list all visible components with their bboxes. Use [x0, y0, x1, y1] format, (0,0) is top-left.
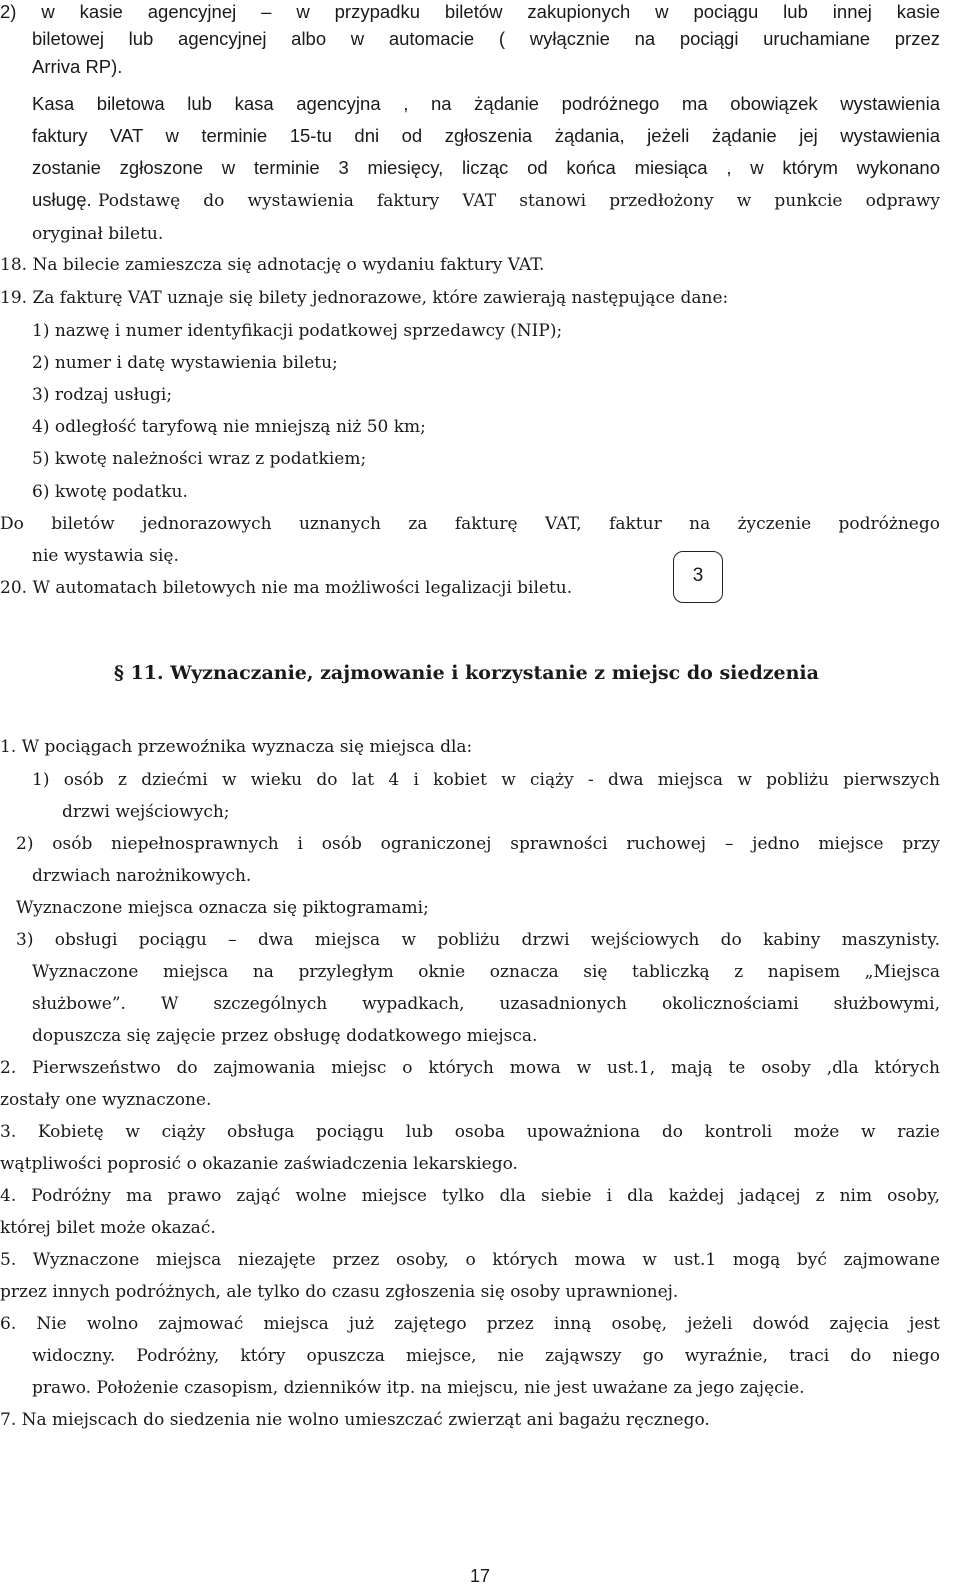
paragraph-line: 5. Wyznaczone miejsca niezajęte przez osoby, o których mowa w ust.1 mogą być zajmowane [0, 1250, 940, 1270]
item-18: 18. Na bilecie zamieszcza się adnotację o wydaniu faktury VAT. [0, 255, 545, 275]
paragraph-line: 1) osób z dziećmi w wieku do lat 4 i kobiet w ciąży - dwa miejsca w pobliżu pierwszych [32, 770, 940, 790]
paragraph-line: 6. Nie wolno zajmować miejsca już zajętego przez inną osobę, jeżeli dowód zajęcia jest [0, 1314, 940, 1334]
paragraph-line: faktury VAT w terminie 15-tu dni od zgłoszenia żądania, jeżeli żądanie jej wystawienia [32, 125, 940, 146]
paragraph-line: usługę. [32, 189, 92, 210]
paragraph-line: nie wystawia się. [32, 546, 179, 566]
paragraph-line: drzwiach narożnikowych. [32, 866, 252, 886]
paragraph-line: wątpliwości poprosić o okazanie zaświadczenia lekarskiego. [0, 1154, 518, 1174]
section-heading: § 11. Wyznaczanie, zajmowanie i korzystanie z miejsc do siedzenia [114, 662, 819, 684]
paragraph-line: Kasa biletowa lub kasa agencyjna , na żądanie podróżnego ma obowiązek wystawienia [32, 93, 940, 114]
list-item: 3) rodzaj usługi; [32, 385, 173, 405]
paragraph-line: 2. Pierwszeństwo do zajmowania miejsc o których mowa w ust.1, mają te osoby ,dla których [0, 1058, 940, 1078]
paragraph-line: oryginał biletu. [32, 224, 164, 244]
paragraph-line: drzwi wejściowych; [62, 802, 230, 822]
list-item: 6) kwotę podatku. [32, 482, 188, 502]
paragraph-line: Wyznaczone miejsca oznacza się piktogramami; [16, 898, 429, 918]
paragraph-line: 2) osób niepełnosprawnych i osób ograniczonej sprawności ruchowej – jedno miejsce przy [16, 834, 940, 854]
list-item: 2) numer i datę wystawienia biletu; [32, 353, 338, 373]
paragraph-line: zostanie zgłoszone w terminie 3 miesięcy, licząc od końca miesiąca , w którym wykonano [32, 157, 940, 178]
item-20: 20. W automatach biletowych nie ma możliwości legalizacji biletu. [0, 578, 573, 598]
callout-box [673, 551, 723, 603]
paragraph-line: dopuszcza się zajęcie przez obsługę dodatkowego miejsca. [32, 1026, 538, 1046]
item-19-intro: 19. Za fakturę VAT uznaje się bilety jednorazowe, które zawierają następujące dane: [0, 288, 729, 308]
paragraph-line: której bilet może okazać. [0, 1218, 216, 1238]
paragraph-line: widoczny. Podróżny, który opuszcza miejsce, nie zająwszy go wyraźnie, traci do niego [32, 1346, 940, 1366]
paragraph-line: 1. W pociągach przewoźnika wyznacza się miejsca dla: [0, 737, 473, 757]
paragraph-line: 3) obsługi pociągu – dwa miejsca w pobliżu drzwi wejściowych do kabiny maszynisty. [16, 930, 940, 950]
paragraph-line: zostały one wyznaczone. [0, 1090, 212, 1110]
paragraph-line: 2) w kasie agencyjnej – w przypadku biletów zakupionych w pociągu lub innej kasie [0, 1, 940, 22]
list-item: 4) odległość taryfową nie mniejszą niż 50 km; [32, 417, 426, 437]
list-item: 5) kwotę należności wraz z podatkiem; [32, 449, 367, 469]
paragraph-line: biletowej lub agencyjnej albo w automacie ( wyłącznie na pociągi uruchamiane przez [32, 28, 940, 49]
paragraph-line: służbowe”. W szczególnych wypadkach, uzasadnionych okolicznościami służbowymi, [32, 994, 940, 1014]
paragraph-line: Podstawę do wystawienia faktury VAT stanowi przedłożony w punkcie odprawy [98, 191, 940, 211]
paragraph-line: 4. Podróżny ma prawo zająć wolne miejsce tylko dla siebie i dla każdej jadącej z nim osoby, [0, 1186, 940, 1206]
paragraph-line: Wyznaczone miejsca na przyległym oknie oznacza się tabliczką z napisem „Miejsca [32, 962, 940, 982]
paragraph-line: prawo. Położenie czasopism, dzienników itp. na miejscu, nie jest uważane za jego zajęcie. [32, 1378, 805, 1398]
paragraph-line: 7. Na miejscach do siedzenia nie wolno umieszczać zwierząt ani bagażu ręcznego. [0, 1410, 710, 1430]
list-item: 1) nazwę i numer identyfikacji podatkowej sprzedawcy (NIP); [32, 321, 563, 341]
paragraph-line: Do biletów jednorazowych uznanych za fakturę VAT, faktur na życzenie podróżnego [0, 514, 940, 534]
paragraph-line: Arriva RP). [32, 56, 123, 77]
paragraph-line: przez innych podróżnych, ale tylko do czasu zgłoszenia się osoby uprawnionej. [0, 1282, 679, 1302]
callout-label: 3 [692, 565, 704, 586]
page-number: 17 [469, 1566, 491, 1586]
paragraph-line: 3. Kobietę w ciąży obsługa pociągu lub osoba upoważniona do kontroli może w razie [0, 1122, 940, 1142]
